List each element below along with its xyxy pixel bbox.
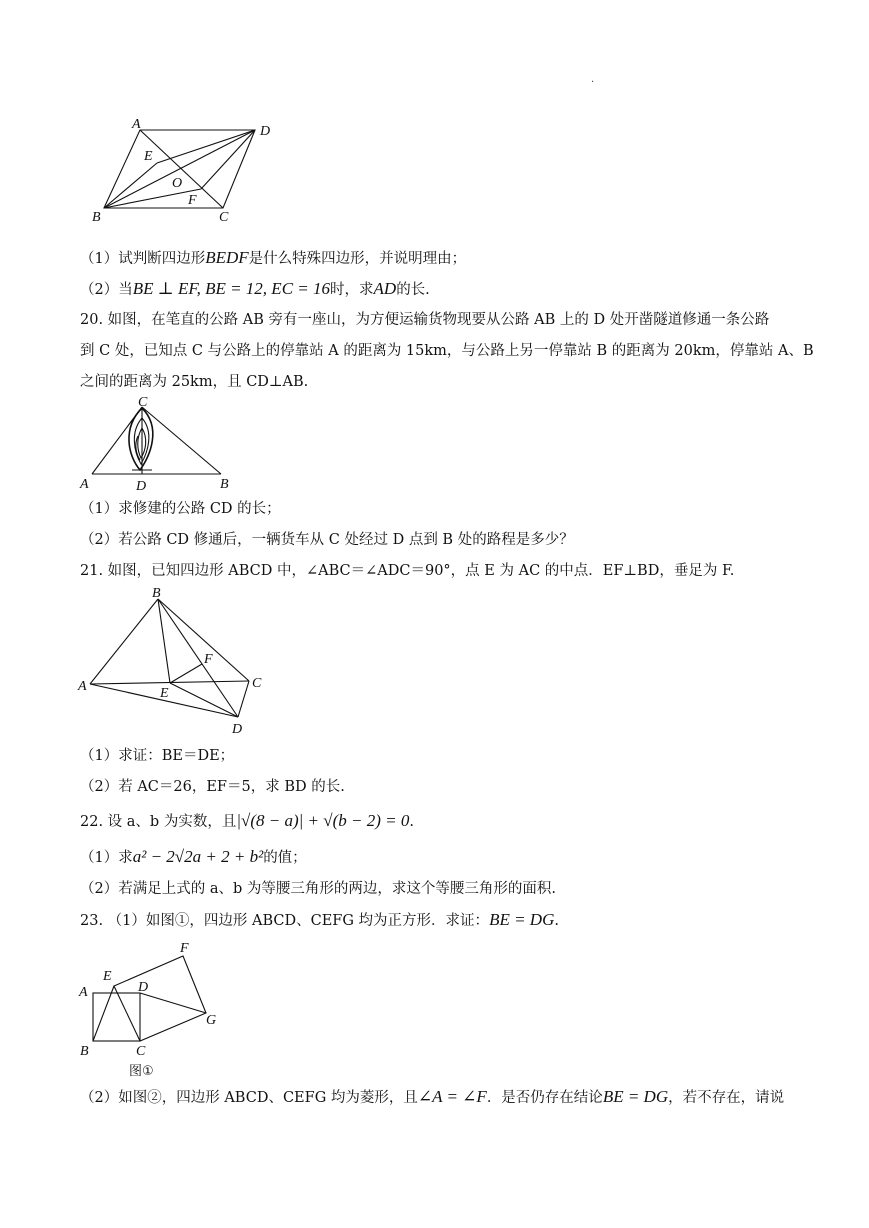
label-O: O (172, 176, 183, 191)
q20-line3: 之间的距离为 25km，且 CD⊥AB. (80, 374, 309, 390)
q22-line1: 22. 设 a、b 为实数，且|√(8 − a)| + √(b − 2) = 0. (80, 811, 414, 830)
label-D: D (232, 722, 243, 737)
q20-line1: 20. 如图，在笔直的公路 AB 旁有一座山，为方便运输货物现要从公路 AB 上的 D 处开凿隧道修通一条公路 (80, 312, 770, 328)
label-D: D (260, 124, 271, 139)
figure-q20-road-mountain (76, 394, 246, 494)
label-A: A (78, 679, 87, 694)
q19-part2: （2）当BE ⊥ EF, BE = 12, EC = 16时，求AD的长. (80, 279, 430, 298)
figure-q19-parallelogram (80, 115, 290, 230)
label-B: B (220, 477, 229, 492)
label-A: A (79, 985, 88, 1000)
label-A: A (80, 477, 89, 492)
label-F: F (180, 941, 189, 956)
label-F: F (188, 193, 197, 208)
q23-line2: （2）如图②，四边形 ABCD、CEFG 均为菱形，且∠A = ∠F．是否仍存在结论BE = DG，若不存在，请说 (80, 1087, 785, 1106)
label-B: B (152, 586, 161, 601)
label-C: C (252, 676, 262, 691)
label-D: D (136, 479, 147, 494)
label-D: D (138, 980, 149, 995)
label-B: B (92, 210, 101, 225)
q20-part2: （2）若公路 CD 修通后，一辆货车从 C 处经过 D 点到 B 处的路程是多少？ (80, 532, 574, 548)
header-mark: . (591, 74, 595, 85)
q22-part2: （2）若满足上式的 a、b 为等腰三角形的两边，求这个等腰三角形的面积. (80, 881, 556, 897)
label-C: C (138, 395, 148, 410)
label-C: C (136, 1044, 146, 1059)
q20-part1: （1）求修建的公路 CD 的长； (80, 501, 281, 517)
label-B: B (80, 1044, 89, 1059)
figure-caption: 图① (129, 1064, 154, 1079)
label-E: E (103, 969, 112, 984)
label-E: E (160, 686, 169, 701)
label-G: G (206, 1013, 217, 1028)
label-F: F (204, 652, 213, 667)
label-C: C (219, 210, 229, 225)
label-E: E (144, 149, 153, 164)
q21-part1: （1）求证：BE＝DE； (80, 748, 235, 764)
q21-part2: （2）若 AC＝26，EF＝5，求 BD 的长. (80, 779, 345, 795)
q19-part1: （1）试判断四边形BEDF是什么特殊四边形，并说明理由； (80, 248, 467, 267)
q21-line1: 21. 如图，已知四边形 ABCD 中，∠ABC＝∠ADC＝90°，点 E 为 AC 的中点．EF⊥BD，垂足为 F. (80, 563, 735, 579)
q23-line1: 23. （1）如图①，四边形 ABCD、CEFG 均为正方形．求证：BE = DG. (80, 910, 559, 929)
label-A: A (132, 117, 141, 132)
q20-line2: 到 C 处，已知点 C 与公路上的停靠站 A 的距离为 15km，与公路上另一停靠站 B 的距离为 20km，停靠站 A、B (80, 343, 814, 359)
figure-q23-squares (74, 938, 234, 1083)
q22-part1: （1）求a² − 2√2a + 2 + b²的值； (80, 847, 307, 866)
figure-q21-quadrilateral (74, 584, 274, 739)
